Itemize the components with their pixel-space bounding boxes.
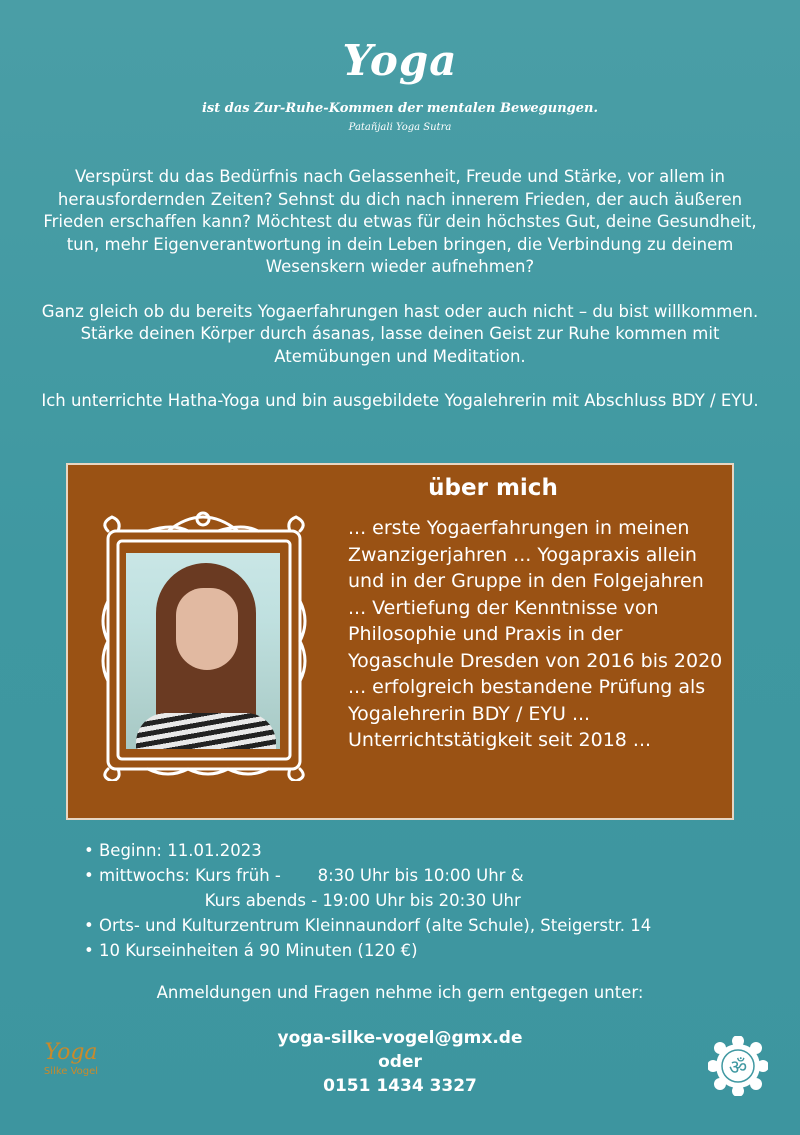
om-mandala-icon xyxy=(708,1036,768,1096)
page-subtitle: ist das Zur-Ruhe-Kommen der mentalen Bewegungen. xyxy=(201,101,599,116)
contact-block xyxy=(0,1026,800,1098)
ornate-frame-icon xyxy=(98,511,308,781)
intro-text xyxy=(30,166,770,435)
contact-or: oder xyxy=(378,1052,422,1072)
about-section xyxy=(66,463,734,820)
contact-email[interactable]: yoga-silke-vogel@gmx.de xyxy=(277,1028,523,1048)
svg-text:ॐ: ॐ xyxy=(728,1055,748,1079)
detail-schedule-1: • mittwochs: Kurs früh - 8:30 Uhr bis 10:00 Uhr & xyxy=(84,866,524,885)
detail-units: • 10 Kurseinheiten á 90 Minuten (120 €) xyxy=(84,941,418,960)
detail-start: • Beginn: 11.01.2023 xyxy=(84,841,262,860)
detail-schedule-2: Kurs abends - 19:00 Uhr bis 20:30 Uhr xyxy=(84,891,521,910)
detail-location: • Orts- und Kulturzentrum Kleinnaundorf (alte Schule), Steigerstr. 14 xyxy=(84,916,652,935)
about-text: ... erste Yogaerfahrungen in meinen Zwanzigerjahren ... Yogapraxis allein und in der Gruppe in den Folgejahren ... Vertiefung der Kenntnisse von Philosophie und Praxis in der Yogaschule Dresden von 2016 bis 2020 ... erfolgreich bestandene Prüfung als Yogalehrerin BDY / EYU ... Unterrichtstätigkeit seit 2018 ... xyxy=(348,517,723,751)
logo-line-1: Yoga xyxy=(44,1040,98,1065)
intro-paragraph-2: Ganz gleich ob du bereits Yogaerfahrungen hast oder auch nicht – du bist willkommen. Stärke deinen Körper durch ásanas, lasse deinen Geist zur Ruhe kommen mit Atemübungen und Meditation. xyxy=(41,301,759,366)
contact-phone[interactable]: 0151 1434 3327 xyxy=(323,1076,477,1096)
logo-line-2: Silke Vogel xyxy=(43,1066,99,1077)
contact-intro: Anmeldungen und Fragen nehme ich gern entgegen unter: xyxy=(156,983,644,1002)
course-details xyxy=(84,838,774,963)
quote-source: Patañjali Yoga Sutra xyxy=(348,122,452,133)
intro-paragraph-1: Verspürst du das Bedürfnis nach Gelassenheit, Freude und Stärke, vor allem in herausfordernden Zeiten? Sehnst du dich nach innerem Frieden, der auch äußeren Frieden erschaffen kann? Möchtest du etwas für dein höchstes Gut, deine Gesundheit, tun, mehr Eigenverantwortung in dein Leben bringen, die Verbindung zu deinem Wesenskern wieder aufnehmen? xyxy=(43,167,757,276)
page-title: Yoga xyxy=(342,36,458,85)
logo xyxy=(36,1040,106,1077)
intro-paragraph-3: Ich unterrichte Hatha-Yoga und bin ausgebildete Yogalehrerin mit Abschluss BDY / EYU. xyxy=(41,391,759,410)
about-title: über mich xyxy=(428,475,558,501)
